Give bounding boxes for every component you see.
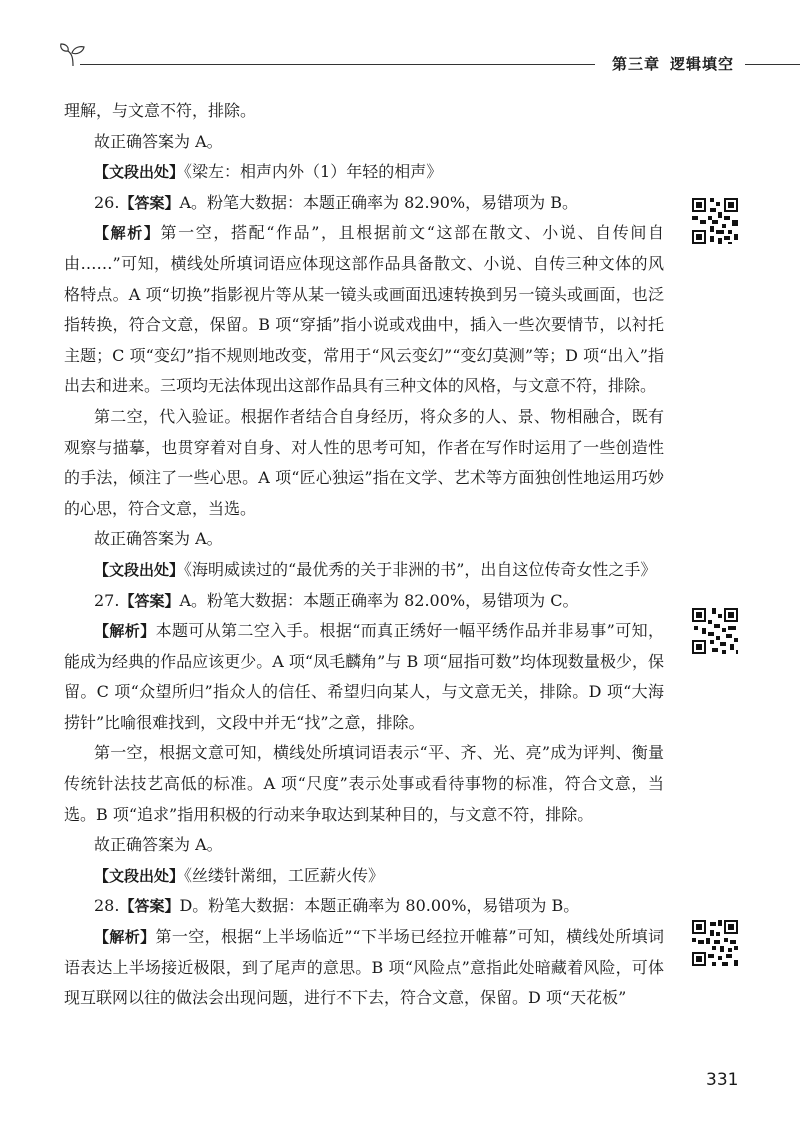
- answer-line-28: [64, 891, 664, 922]
- source-tag: 【文段出处】: [94, 163, 185, 182]
- analysis-text: 第一空，搭配“作品”，且根据前文“这部在散文、小说、自传间自由……”可知，横线处所填词语应体现这部作品具备散文、小说、自传三种文体的风格特点。A 项“切换”指影视片等从某一镜头或画面迅速转换到另一镜头或画面，也泛指转换，符合文意，保留。B 项“穿插”指小说或戏曲中，插入一些次要情节，以衬托主题；C 项“变幻”指不规则地改变，常用于“风云变幻”“变幻莫测”等；D 项“出入”指出去和进来。三项均无法体现出这部作品具有三种文体的风格，与文意不符，排除。: [64, 223, 664, 396]
- paragraph: 故正确答案为 A。: [94, 529, 223, 549]
- analysis-tag: 【解析】: [94, 622, 156, 641]
- answer-line-26: [64, 188, 664, 219]
- qr-code-icon[interactable]: [690, 606, 740, 656]
- analysis-28: [64, 922, 664, 1014]
- chapter-section: 逻辑填空: [669, 55, 734, 73]
- analysis-27: [64, 616, 664, 738]
- paragraph: 故正确答案为 A。: [94, 835, 223, 855]
- answer-text: A。粉笔大数据：本题正确率为 82.00%，易错项为 C。: [179, 590, 579, 610]
- answer-text: A。粉笔大数据：本题正确率为 82.90%，易错项为 B。: [179, 192, 578, 212]
- source-tag: 【文段出处】: [94, 866, 185, 885]
- source-tag: 【文段出处】: [94, 560, 185, 579]
- analysis-tag: 【解析】: [94, 928, 156, 947]
- source-line: [64, 555, 664, 586]
- paragraph: 故正确答案为 A。: [94, 131, 223, 151]
- source-text: 《丝缕针黹细，工匠薪火传》: [184, 865, 385, 885]
- paragraph: 第一空，根据文意可知，横线处所填词语表示“平、齐、光、亮”成为评判、衡量传统针法技艺高低的标准。A 项“尺度”表示处事或看待事物的标准，符合文意，当选。B 项“追求”指用积极的行动来争取达到某种目的，与文意不符，排除。: [64, 743, 664, 824]
- question-number: 26.: [94, 192, 120, 212]
- analysis-26: [64, 218, 664, 402]
- answer-text: D。粉笔大数据：本题正确率为 80.00%，易错项为 B。: [179, 896, 580, 916]
- source-text: 《海明威读过的“最优秀的关于非洲的书”，出自这位传奇女性之手》: [184, 559, 657, 579]
- chapter-title: [612, 53, 734, 74]
- page-number: 331: [706, 1070, 739, 1090]
- analysis-text: 本题可从第二空入手。根据“而真正绣好一幅平绣作品并非易事”可知，能成为经典的作品应该更少。A 项“凤毛麟角”与 B 项“屈指可数”均体现数量极少，保留。C 项“众望所归”指众人的信任、希望归向某人，与文意无关，排除。D 项“大海捞针”比喻很难找到，文段中并无“找”之意，排除。: [64, 621, 664, 732]
- running-header: [58, 38, 800, 78]
- answer-line-27: [64, 586, 664, 617]
- analysis-tag: 【解析】: [94, 224, 161, 243]
- analysis-text: 第一空，根据“上半场临近”“下半场已经拉开帷幕”可知，横线处所填词语表达上半场接近极限，到了尾声的意思。B 项“风险点”意指此处暗藏着风险，可体现互联网以往的做法会出现问题，进行不下去，符合文意，保留。D 项“天花板”: [64, 927, 664, 1008]
- header-rule-left: [80, 64, 595, 65]
- chapter-number: 第三章: [611, 55, 660, 73]
- header-rule-right: [745, 64, 800, 65]
- answer-tag: 【答案】: [119, 897, 180, 916]
- source-text: 《梁左：相声内外（1）年轻的相声》: [184, 162, 443, 182]
- source-line: [64, 861, 664, 892]
- paragraph: 第二空，代入验证。根据作者结合自身经历，将众多的人、景、物相融合，既有观察与描摹，也贯穿着对自身、对人性的思考可知，作者在写作时运用了一些创造性的手法，倾注了一些心思。A 项“匠心独运”指在文学、艺术等方面独创性地运用巧妙的心思，符合文意，当选。: [64, 406, 664, 518]
- question-number: 27.: [94, 590, 120, 610]
- answer-tag: 【答案】: [119, 193, 180, 212]
- qr-code-icon[interactable]: [690, 918, 740, 968]
- paragraph: 理解，与文意不符，排除。: [64, 101, 257, 120]
- qr-code-icon[interactable]: [690, 196, 740, 246]
- page-body: [64, 96, 664, 1014]
- source-line: [64, 157, 664, 188]
- answer-tag: 【答案】: [119, 591, 180, 610]
- question-number: 28.: [94, 896, 120, 916]
